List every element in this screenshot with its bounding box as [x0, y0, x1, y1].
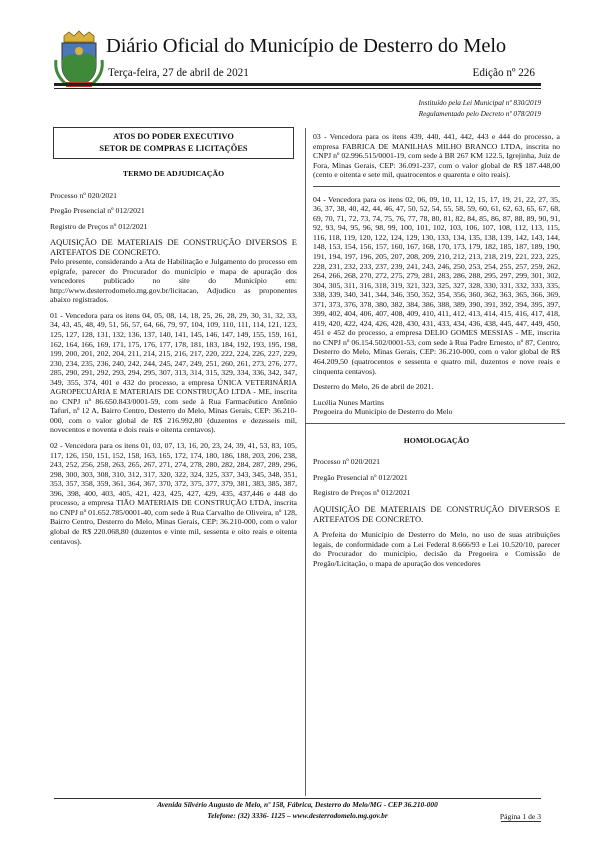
- signer-name: Lucélia Nunes Martins: [313, 397, 385, 407]
- footer-rule: [54, 798, 541, 799]
- homologation-auction-number: Pregão Presencial nº 012/2021: [313, 472, 408, 482]
- right-column: [313, 132, 560, 574]
- winner-02-paragraph: 02 - Vencedora para os itens 01, 03, 07, 13, 16, 20, 23, 24, 39, 41, 53, 83, 105, 117, 126, 150, 151, 152, 158, 163, 165, 172, 174, 180, 186, 188, 203, 206, 238, 243, 252, 256, 258, 263, 265, 267, 271, 274, 278, 280, 282, 284, 287, 289, 296, 298, 300, 303, 308, 310, 312, 317, 320, 322, 324, 325, 337, 343, 345, 348, 351, 353, 357, 358, 359, 361, 364, 367, 370, 372, 375, 377, 379, 381, 383, 385, 387, 396, 398, 400, 403, 405, 421, 423, 425, 427, 429, 435, 437,446 e 448 do processo, a empresa TIÃO MATERIAIS DE CONSTRUÇÃO LTDA, inscrita no CNPJ nº 01.652.785/0001-40, com sede à Rua Carvalho de Oliveira, nº 128, Bairro Centro, Desterro do Melo, Minas Gerais, CEP: 36.210-000, com o valor global de R$ 220.068,80 (duzentos e vinte mil, sessenta e oito reais e oitenta centavos).: [50, 441, 297, 546]
- publication-date: Terça-feira, 27 de abril de 2021: [108, 67, 249, 79]
- auction-number: Pregão Presencial nº 012/2021: [50, 206, 145, 216]
- section-divider: [305, 423, 565, 424]
- homologation-heading: HOMOLOGAÇÃO: [403, 435, 470, 445]
- winner-04-paragraph: 04 - Vencedora para os itens 02, 06, 09, 10, 11, 12, 15, 17, 19, 21, 22, 27, 35, 36, 37, 38, 40, 42, 44, 46, 47, 50, 52, 54, 55, 58, 59, 60, 61, 62, 63, 65, 67, 68, 69, 70, 71, 72, 73, 74, 75, 76, 77, 78, 80, 81, 82, 84, 85, 86, 87, 88, 89, 90, 91, 92, 93, 94, 95, 96, 98, 99, 100, 101, 102, 103, 106, 107, 108, 112, 113, 115, 116, 118, 119, 120, 122, 124, 129, 130, 133, 134, 135, 138, 139, 142, 143, 144, 148, 153, 154, 156, 157, 160, 167, 168, 170, 173, 179, 182, 185, 187, 189, 190, 191, 194, 197, 196, 205, 207, 208, 209, 210, 212, 213, 218, 219, 221, 223, 225, 228, 231, 232, 233, 237, 239, 241, 243, 246, 250, 253, 254, 255, 257, 259, 262, 264, 266, 268, 270, 272, 275, 279, 281, 283, 286, 288, 295, 297, 299, 301, 302, 304, 305, 311, 316, 318, 319, 321, 323, 325, 327, 328, 330, 331, 332, 333, 335, 338, 339, 340, 341, 344, 346, 350, 352, 354, 356, 360, 362, 363, 365, 366, 369, 371, 373, 376, 378, 380, 382, 384, 386, 388, 389, 390, 391, 392, 394, 395, 397, 399, 402, 404, 406, 407, 408, 409, 410, 411, 412, 413, 414, 415, 416, 417, 418, 419, 420, 422, 424, 426, 428, 430, 431, 433, 434, 436, 438, 445, 447, 449, 450, 451 e 452 do processo, a empresa DELIO GOMES MESSIAS - ME, inscrita no CNPJ nº 06.154.502/0001-53, com sede à Rua Padre Ernesto, nº 87, Centro, Desterro do Melo, Minas Gerais, CEP: 36.210-000, com o valor global de R$ 464.209,50 (quatrocentos e sessenta e quatro mil, duzentos e nove reais e cinquenta centavos).: [313, 194, 560, 376]
- institution-note: [419, 97, 541, 119]
- homologation-text: A Prefeita do Município de Desterro do Melo, no uso de suas atribuições legais, de conformidade com a Lei Federal 8.666/93 e Lei 10.520/10, parecer do Procurador do município, decisão da Pregoeira e Comissão de Pregão/Licitação, o mapa de apuração dos vencedores: [313, 529, 560, 568]
- signer-role: Pregoeira do Município de Desterro do Melo: [313, 407, 453, 417]
- process-number: Processo nº 020/2021: [50, 190, 117, 200]
- section-heading-line2: SETOR DE COMPRAS E LICITAÇÕES: [99, 144, 248, 153]
- section-heading-line1: ATOS DO PODER EXECUTIVO: [113, 132, 234, 141]
- header-rule-thin: [54, 88, 541, 89]
- newspaper-title: Diário Oficial do Município de Desterro do Melo: [106, 35, 507, 57]
- header-rule-thick: [54, 83, 541, 86]
- institution-law: Instituído pela Lei Municipal nº 830/2019: [418, 98, 541, 107]
- paragraph-divider: [313, 186, 560, 187]
- price-registry-number: Registro de Preços nº 012/2021: [50, 221, 148, 231]
- adjudication-intro: Pelo presente, considerando a Ata de Habilitação e Julgamento do processo em epígrafe, parecer do Procurador do município e mapa de apuração dos vencedores publicado no site do Município em: http://www.desterrodomelo.mg.gov.br/licitacao, Adjudico as proponentes abaixo registrados.: [50, 257, 297, 305]
- adjudication-heading: TERMO DE ADJUDICAÇÃO: [122, 169, 225, 178]
- institution-decree: Regulamentado pelo Decreto nº 078/2019: [418, 109, 541, 118]
- winner-03-paragraph: 03 - Vencedora para os itens 439, 440, 441, 442, 443 e 444 do processo, a empresa FABRICA DE MANILHAS MILHO BRANCO LTDA, inscrita no CNPJ nº 02.996.515/0001-19, com sede à BR 267 KM 122.5, Igrejinha, Juiz de Fora, Minas Gerais, CEP: 36.091-237, com o valor global de R$ 187.448,00 (cento e oitenta e sete mil, quatrocentos e quarenta e oito reais).: [313, 132, 560, 180]
- column-divider: [305, 128, 306, 796]
- place-and-date: Desterro do Melo, 26 de abril de 2021.: [313, 382, 434, 392]
- page-number: Página 1 de 3: [499, 812, 541, 821]
- homologation-process-number: Processo nº 020/2021: [313, 457, 380, 467]
- edition-number: Edição nº 226: [472, 67, 535, 79]
- footer-telephone: Telefone: (32) 3336- 1125 – www.desterrodomelo.mg.gov.br: [207, 811, 388, 820]
- object-description: AQUISIÇÃO DE MATERIAIS DE CONSTRUÇÃO DIVERSOS E ARTEFATOS DE CONCRETO.: [50, 237, 297, 258]
- municipal-coat-of-arms: [54, 30, 104, 90]
- left-column: [50, 127, 297, 552]
- section-heading-box: [53, 127, 294, 159]
- page-number-underline: [501, 821, 541, 822]
- homologation-object: AQUISIÇÃO DE MATERIAIS DE CONSTRUÇÃO DIVERSOS E ARTEFATOS DE CONCRETO.: [313, 503, 560, 524]
- winner-01-paragraph: 01 - Vencedora para os itens 04, 05, 08, 14, 18, 25, 26, 28, 29, 30, 31, 32, 33, 34, 43, 45, 48, 49, 51, 56, 57, 64, 66, 79, 97, 104, 109, 110, 111, 114, 121, 123, 125, 127, 128, 131, 132, 136, 137, 140, 141, 145, 146, 147, 149, 155, 159, 161, 162, 164, 166, 169, 171, 175, 176, 177, 178, 181, 183, 184, 192, 193, 195, 198, 199, 200, 201, 202, 204, 211, 214, 215, 216, 217, 220, 222, 224, 226, 227, 229, 230, 234, 235, 236, 240, 242, 244, 245, 247, 249, 251, 260, 261, 273, 276, 277, 285, 290, 291, 292, 293, 294, 295, 307, 313, 314, 315, 329, 334, 336, 342, 347, 349, 355, 374, 401 e 432 do processo, a empresa ÚNICA VETERINÁRIA AGROPECUÁRIA E MATERIAIS DE CONSTRUÇÃO LTDA - ME, inscrita no CNPJ nº 86.650.843/0001-59, com sede à Rua Farmacêutico Antônio Tafuri, nº 12 A, Bairro Centro, Desterro do Melo, Minas Gerais, CEP: 36.210-000, com o valor global de R$ 216.992,80 (duzentos e dezesseis mil, novecentos e noventa e dois reais e oitenta centavos).: [50, 310, 297, 435]
- homologation-registry-number: Registro de Preços nº 012/2021: [313, 488, 411, 498]
- footer-address: Avenida Silvério Augusto de Melo, nº 158, Fábrica, Desterro do Melo/MG - CEP 36.210-000: [157, 800, 438, 809]
